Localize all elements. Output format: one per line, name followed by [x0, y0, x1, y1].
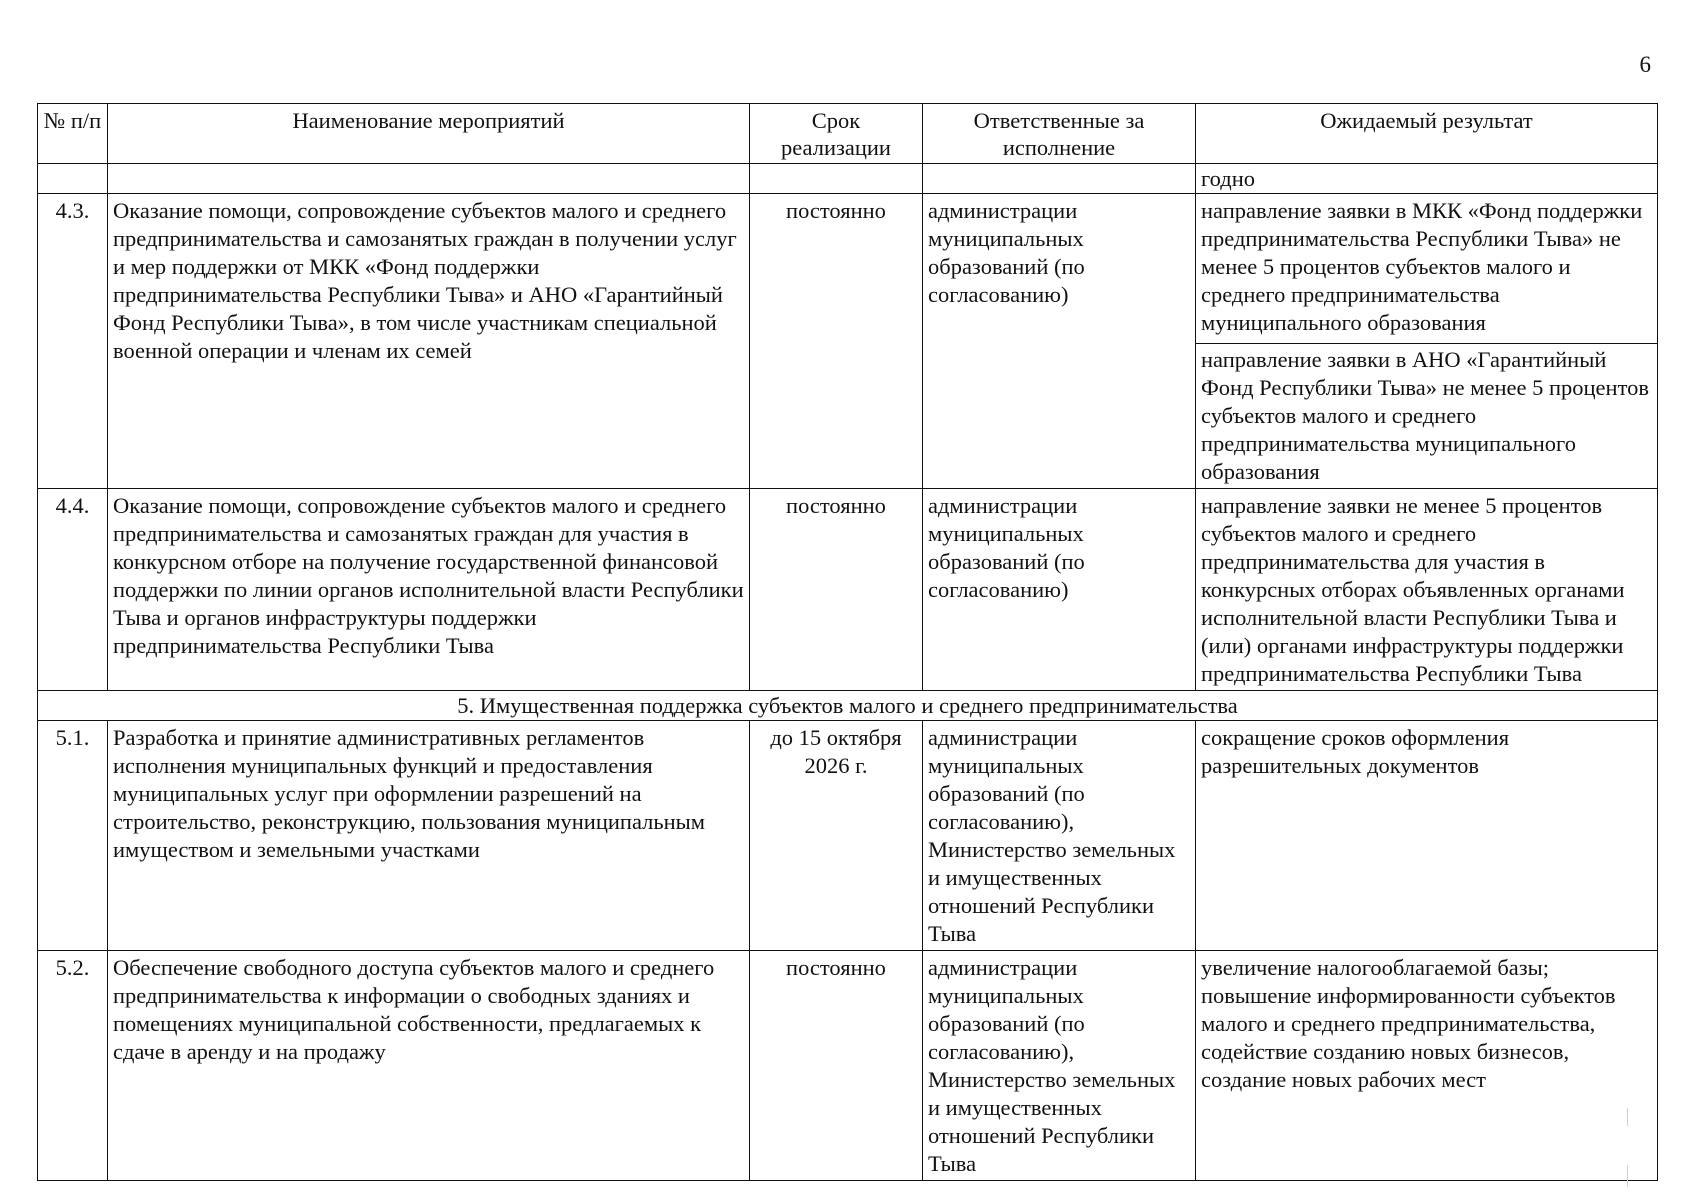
header-term: Срок реализации	[750, 104, 923, 164]
row-number: 4.4.	[38, 489, 108, 691]
carryover-num-cell	[38, 164, 108, 194]
row-term: до 15 октября 2026 г.	[750, 721, 923, 951]
row-expected-result	[1196, 721, 1658, 951]
header-num: № п/п	[38, 104, 108, 164]
row-responsible: администрации муниципальных образований (по согласованию), Министерство земельных и имущественных отношений Республики Тыва	[923, 951, 1196, 1181]
table-header-row	[38, 104, 1658, 164]
result-item: увеличение налогооблагаемой базы; повышение информированности субъектов малого и среднего предпринимательства, содействие созданию новых бизнесов, создание новых рабочих мест	[1201, 955, 1616, 1092]
row-number: 4.3.	[38, 194, 108, 489]
row-expected-result	[1196, 951, 1658, 1181]
page-number: 6	[1639, 52, 1651, 77]
section-heading-row	[38, 691, 1658, 721]
row-activity-name: Оказание помощи, сопровождение субъектов малого и среднего предпринимательства и самозанятых граждан в получении услуг и мер поддержки от МКК «Фонд поддержки предпринимательства Республики Тыва» и АНО «Гарантийный Фонд Республики Тыва», в том числе участникам специальной военной операции и членам их семей	[108, 194, 750, 489]
carryover-responsible-cell	[923, 164, 1196, 194]
header-result: Ожидаемый результат	[1196, 104, 1658, 164]
row-expected-result	[1196, 194, 1658, 489]
result-item: направление заявки в МКК «Фонд поддержки предпринимательства Республики Тыва» не менее 5 процентов субъектов малого и среднего предпринимательства муниципального образования	[1201, 198, 1643, 335]
row-responsible: администрации муниципальных образований (по согласованию), Министерство земельных и имущественных отношений Республики Тыва	[923, 721, 1196, 951]
row-term: постоянно	[750, 489, 923, 691]
result-item: направление заявки не менее 5 процентов субъектов малого и среднего предпринимательства для участия в конкурсных отборах объявленных органами исполнительной власти Республики Тыва и (или) органами инфраструктуры поддержки предпринимательства Республики Тыва	[1201, 493, 1625, 686]
row-responsible: администрации муниципальных образований (по согласованию)	[923, 194, 1196, 489]
row-expected-result	[1196, 489, 1658, 691]
table-row	[38, 951, 1658, 1181]
row-number: 5.1.	[38, 721, 108, 951]
table-row	[38, 721, 1658, 951]
result-item: сокращение сроков оформления разрешительных документов	[1201, 725, 1510, 778]
row-term: постоянно	[750, 951, 923, 1181]
table-row	[38, 194, 1658, 489]
carryover-result-text: годно	[1196, 164, 1658, 194]
action-plan-table	[37, 103, 1658, 1181]
row-term: постоянно	[750, 194, 923, 489]
header-name: Наименование мероприятий	[108, 104, 750, 164]
header-responsible: Ответственные за исполнение	[923, 104, 1196, 164]
scan-artifact	[1627, 1108, 1628, 1126]
carryover-name-cell	[108, 164, 750, 194]
carryover-term-cell	[750, 164, 923, 194]
result-item: направление заявки в АНО «Гарантийный Фонд Республики Тыва» не менее 5 процентов субъектов малого и среднего предпринимательства муниципального образования	[1196, 343, 1657, 486]
row-activity-name: Обеспечение свободного доступа субъектов малого и среднего предпринимательства к информации о свободных зданиях и помещениях муниципальной собственности, предлагаемых к сдаче в аренду и на продажу	[108, 951, 750, 1181]
section-title: 5. Имущественная поддержка субъектов малого и среднего предпринимательства	[38, 691, 1658, 721]
row-number: 5.2.	[38, 951, 108, 1181]
row-activity-name: Разработка и принятие административных регламентов исполнения муниципальных функций и предоставления муниципальных услуг при оформлении разрешений на строительство, реконструкцию, пользования муниципальным имуществом и земельными участками	[108, 721, 750, 951]
scan-artifact	[1627, 1165, 1628, 1187]
row-responsible: администрации муниципальных образований (по согласованию)	[923, 489, 1196, 691]
row-activity-name: Оказание помощи, сопровождение субъектов малого и среднего предпринимательства и самозанятых граждан для участия в конкурсном отборе на получение государственной финансовой поддержки по линии органов исполнительной власти Республики Тыва и органов инфраструктуры поддержки предпринимательства Республики Тыва	[108, 489, 750, 691]
carryover-row	[38, 164, 1658, 194]
table-row	[38, 489, 1658, 691]
